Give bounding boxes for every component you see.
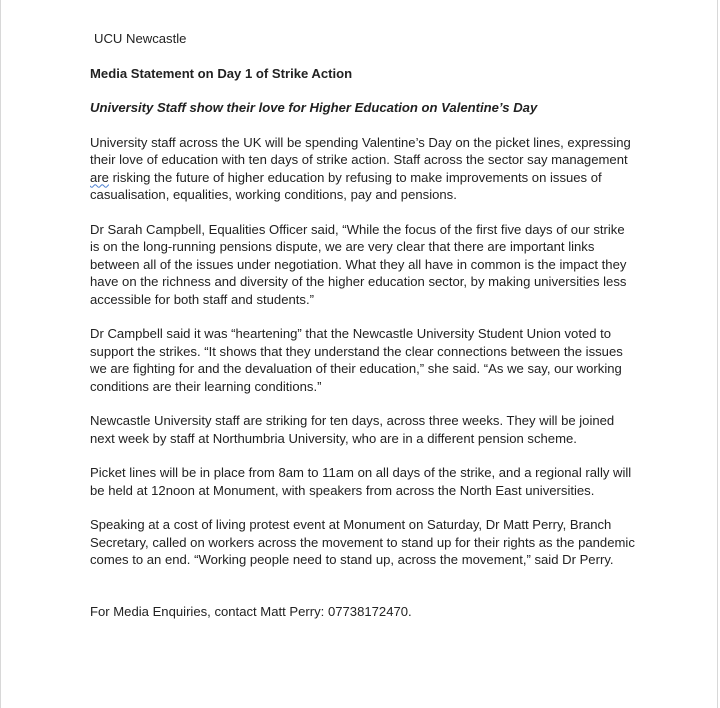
statement-title: Media Statement on Day 1 of Strike Action (90, 65, 353, 81)
document-body (90, 30, 635, 620)
spellcheck-flagged-word[interactable]: are (90, 169, 109, 185)
paragraph-intro-text-after: risking the future of higher education by refusing to make improvements on issues of casualisation, equalities, working conditions, pay and pensions. (90, 169, 602, 202)
paragraph-student-union: Dr Campbell said it was “heartening” that the Newcastle University Student Union voted to support the strikes. “It shows that they understand the clear connections between the issues we are fighting for and the devaluation of their education,” she said. “As we say, our working conditions are their learning conditions.” (90, 326, 623, 394)
media-contact: For Media Enquiries, contact Matt Perry: 07738172470. (90, 603, 412, 619)
paragraph-perry-quote: Speaking at a cost of living protest event at Monument on Saturday, Dr Matt Perry, Branch Secretary, called on workers across the movement to stand up for their rights as the pandemic comes to an end. “Working people need to stand up, across the movement,” said Dr Perry. (90, 517, 635, 567)
paragraph-picket-lines: Picket lines will be in place from 8am to 11am on all days of the strike, and a regional rally will be held at 12noon at Monument, with speakers from across the North East universities. (90, 465, 632, 498)
paragraph-strike-duration: Newcastle University staff are striking for ten days, across three weeks. They will be joined next week by staff at Northumbria University, who are in a different pension scheme. (90, 413, 615, 446)
paragraph-campbell-quote: Dr Sarah Campbell, Equalities Officer said, “While the focus of the first five days of our strike is on the long-running pensions dispute, we are very clear that there are important links between all of the issues under negotiation. What they all have in common is the impact they have on the richness and diversity of the higher education sector, by making universities less accessible for both staff and students.” (90, 221, 627, 307)
paragraph-intro (90, 134, 635, 204)
statement-subtitle: University Staff show their love for Higher Education on Valentine’s Day (90, 100, 538, 115)
paragraph-intro-text-before: University staff across the UK will be spending Valentine’s Day on the picket lines, expressing their love of education with ten days of strike action. Staff across the sector say management (90, 134, 631, 167)
org-name: UCU Newcastle (94, 31, 187, 46)
